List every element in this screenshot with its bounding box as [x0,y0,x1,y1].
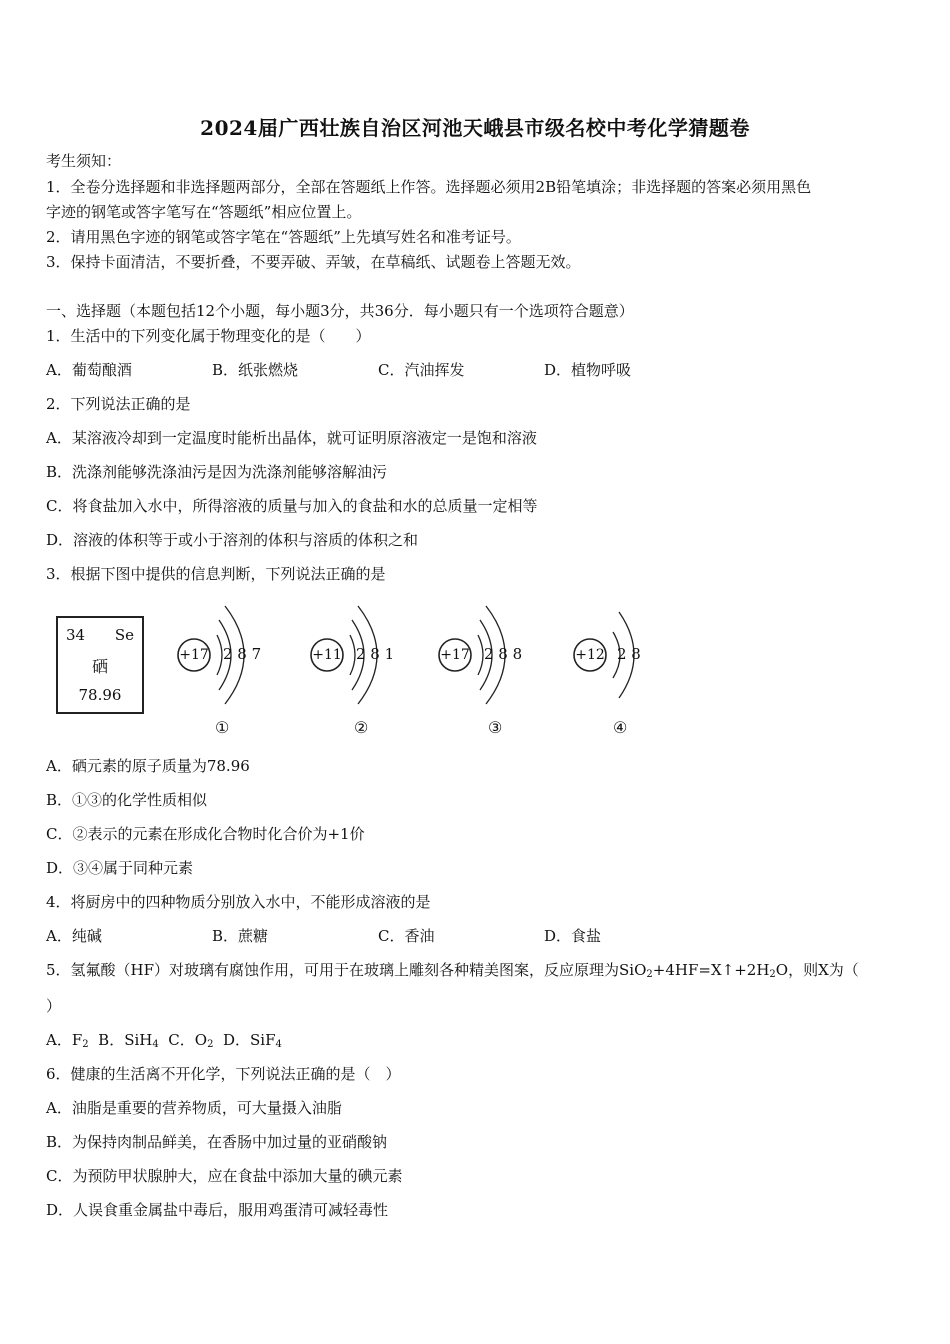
q2-option-a[interactable]: A．某溶液冷却到一定温度时能析出晶体，就可证明原溶液定一是饱和溶液 [46,429,537,447]
q5-option-d[interactable] [223,1031,282,1049]
atom-4-label: ④ [613,718,628,737]
q4-option-a[interactable]: A．纯碱 [46,927,102,945]
q3-figure [46,592,666,742]
q3-stem: 3．根据下图中提供的信息判断，下列说法正确的是 [46,565,386,583]
q4-options [46,926,710,946]
atom-diagram-4 [569,592,679,742]
q5-option-b-sub: 4 [152,1039,159,1050]
element-name: 硒 [91,657,108,676]
q6-option-a[interactable]: A．油脂是重要的营养物质，可大量摄入油脂 [46,1099,342,1117]
q4-option-c[interactable]: C．香油 [378,927,435,945]
notice-item-1a: 1．全卷分选择题和非选择题两部分，全部在答题纸上作答。选择题必须用2B铅笔填涂；非选择题的答案必须用黑色 [46,178,812,196]
section-heading: 一、选择题（本题包括12个小题，每小题3分，共36分．每小题只有一个选项符合题意） [46,302,634,320]
notice-heading: 考生须知： [46,152,122,170]
atom-2-nucleus: +11 [312,647,342,663]
element-mass: 78.96 [78,686,122,704]
q2-option-d[interactable]: D．溶液的体积等于或小于溶剂的体积与溶质的体积之和 [46,531,419,549]
q6-option-c[interactable]: C．为预防甲状腺肿大，应在食盐中添加大量的碘元素 [46,1167,403,1185]
atom-2-label: ② [354,718,369,737]
atom-4-nucleus: +12 [575,647,605,663]
q5-stem-part-b: +4HF=X↑+2H [652,961,770,979]
element-symbol: Se [114,626,134,644]
q5-stem-close: ） [46,997,62,1015]
q5-stem-part-c: O，则X为（ [775,961,859,979]
notice-item-3: 3．保持卡面清洁，不要折叠，不要弄破、弄皱，在草稿纸、试题卷上答题无效。 [46,253,581,271]
q4-option-b[interactable]: B．蔗糖 [212,927,269,945]
q1-option-b[interactable]: B．纸张燃烧 [212,361,299,379]
atom-3-nucleus: +17 [440,647,470,663]
q3-option-c[interactable]: C．②表示的元素在形成化合物时化合价为+1价 [46,825,365,843]
atom-1-label: ① [215,718,230,737]
atom-1-shells: 2 8 7 [223,645,262,663]
element-card-selenium [56,616,144,714]
notice-item-1b: 字迹的钢笔或答字笔写在“答题纸”相应位置上。 [46,203,362,221]
q1-option-d[interactable]: D．植物呼吸 [544,361,632,379]
q6-stem: 6．健康的生活离不开化学，下列说法正确的是（ ） [46,1065,401,1083]
atom-3-shells: 2 8 8 [484,645,523,663]
atom-1-nucleus: +17 [179,647,209,663]
q6-option-d[interactable]: D．人误食重金属盐中毒后，服用鸡蛋清可减轻毒性 [46,1201,389,1219]
q5-option-a-sub: 2 [82,1039,89,1050]
element-number: 34 [66,626,86,644]
q5-stem [46,960,859,985]
q5-option-c[interactable] [168,1031,213,1049]
q1-option-a[interactable]: A．葡萄酿酒 [46,361,132,379]
q5-subscript-2: 2 [769,969,776,980]
q3-option-b[interactable]: B．①③的化学性质相似 [46,791,208,809]
q6-option-b[interactable]: B．为保持肉制品鲜美，在香肠中加过量的亚硝酸钠 [46,1133,388,1151]
q3-option-d[interactable]: D．③④属于同种元素 [46,859,194,877]
atom-2-shells: 2 8 1 [356,645,395,663]
q5-stem-part-a: 5．氢氟酸（HF）对玻璃有腐蚀作用，可用于在玻璃上雕刻各种精美图案，反应原理为SiO [46,961,647,979]
notice-item-2: 2．请用黑色字迹的钢笔或答字笔在“答题纸”上先填写姓名和准考证号。 [46,228,521,246]
q5-option-d-text: D．SiF [222,1031,276,1049]
atom-4-shells: 2 8 [617,645,641,663]
q5-option-d-sub: 4 [275,1039,282,1050]
atom-diagram-3 [434,592,544,742]
exam-title: 2024届广西壮族自治区河池天峨县市级名校中考化学猜题卷 [200,116,750,140]
q2-stem: 2．下列说法正确的是 [46,395,191,413]
q5-option-b-text: B．SiH [98,1031,153,1049]
q1-options [46,360,710,380]
q4-option-d[interactable]: D．食盐 [544,927,602,945]
q2-option-b[interactable]: B．洗涤剂能够洗涤油污是因为洗涤剂能够溶解油污 [46,463,388,481]
q5-options [46,1030,282,1055]
q5-option-c-sub: 2 [207,1039,214,1050]
q5-subscript-1: 2 [646,969,653,980]
q5-option-b[interactable] [98,1031,159,1049]
q1-stem: 1．生活中的下列变化属于物理变化的是（ ） [46,327,371,345]
q5-option-a-text: A．F [46,1031,83,1049]
q5-option-c-text: C．O [168,1031,208,1049]
atom-diagram-2 [306,592,416,742]
atom-diagram-1 [173,592,283,742]
atom-3-label: ③ [488,718,503,737]
q5-option-a[interactable] [46,1031,89,1049]
q3-option-a[interactable]: A．硒元素的原子质量为78.96 [46,757,250,775]
q2-option-c[interactable]: C．将食盐加入水中，所得溶液的质量与加入的食盐和水的总质量一定相等 [46,497,538,515]
q1-option-c[interactable]: C．汽油挥发 [378,361,465,379]
q4-stem: 4．将厨房中的四种物质分别放入水中，不能形成溶液的是 [46,893,431,911]
